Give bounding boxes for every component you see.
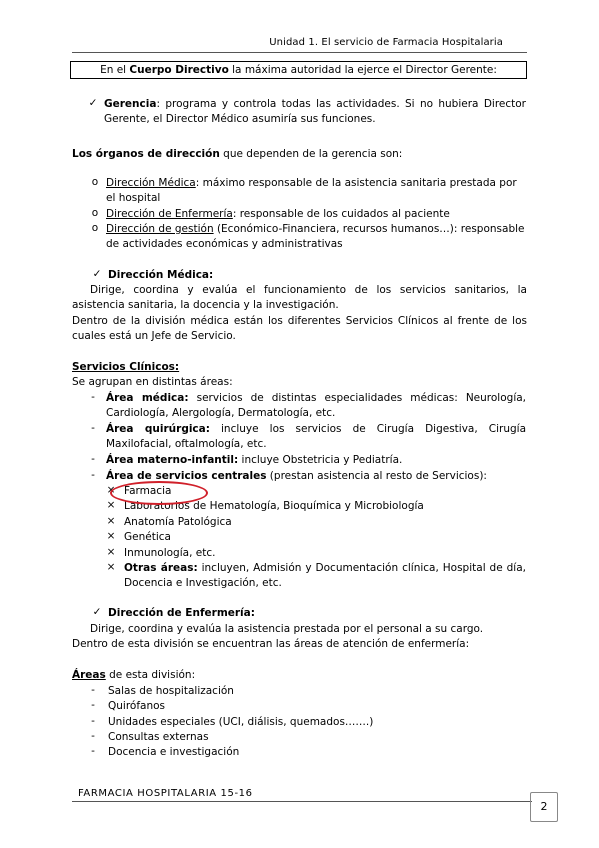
servicios-title: Servicios Clínicos: xyxy=(72,361,180,373)
central-text: incluyen, Admisión y Documentación clínica, Hospital de día, Docencia e Investigación, etc. xyxy=(124,562,526,590)
gerencia-title: Gerencia xyxy=(104,98,157,110)
organo-text: (Económico-Financiera, recursos humanos…): responsable de actividades económicas y administrativas xyxy=(106,223,525,251)
dash-icon: - xyxy=(91,745,95,757)
organos-title: Los órganos de dirección xyxy=(72,148,220,160)
central-text: Inmunología, etc. xyxy=(124,547,216,559)
organo-title: Dirección Médica xyxy=(106,177,196,189)
cross-icon: × xyxy=(106,530,116,542)
areas-title: Áreas xyxy=(72,669,106,681)
central-text: Genética xyxy=(124,531,171,543)
cross-icon: × xyxy=(106,484,116,496)
central-text: Anatomía Patológica xyxy=(124,516,232,528)
dash-icon: - xyxy=(91,422,95,434)
area-text: incluye Obstetricia y Pediatría. xyxy=(238,454,403,466)
box-pre: En el xyxy=(100,64,130,76)
footer-rule xyxy=(72,801,532,802)
dir-medica-title: Dirección Médica: xyxy=(108,269,214,281)
organos-intro xyxy=(72,147,527,162)
area-title: Área de servicios centrales xyxy=(106,470,267,482)
areas-text: de esta división: xyxy=(105,669,196,681)
area-text: servicios de distintas especialidades médicas: Neurología, Cardiología, Alergología, Dermatología, etc. xyxy=(106,392,527,420)
areas-item-text: Quirófanos xyxy=(108,700,166,712)
gerencia-text: : programa y controla todas las actividades. Si no hubiera Director Gerente, el Director Médico asumiría sus funciones. xyxy=(104,98,526,126)
cuerpo-directivo-box xyxy=(70,61,527,79)
dash-icon: - xyxy=(91,699,95,711)
organo-text: : máximo responsable de la asistencia sanitaria prestada por el hospital xyxy=(106,177,517,205)
dir-medica-p1: Dirige, coordina y evalúa el funcionamiento de los servicios sanitarios, la asistencia sanitaria, la docencia y la investigación. xyxy=(72,284,527,312)
box-post: la máxima autoridad la ejerce el Director Gerente: xyxy=(228,64,497,76)
organo-title: Dirección de Enfermería xyxy=(106,208,233,220)
checkmark-icon: ✓ xyxy=(88,97,98,109)
checkmark-icon: ✓ xyxy=(92,268,102,280)
dir-enfermeria-title: Dirección de Enfermería: xyxy=(108,607,255,619)
dash-icon: - xyxy=(91,715,95,727)
dash-icon: - xyxy=(91,391,95,403)
areas-item-text: Unidades especiales (UCI, diálisis, quemados…….) xyxy=(108,716,374,728)
servicios-intro: Se agrupan en distintas áreas: xyxy=(72,376,233,388)
area-title: Área médica: xyxy=(106,392,189,404)
area-title: Área materno-infantil: xyxy=(106,454,239,466)
central-title: Otras áreas: xyxy=(124,562,198,574)
bullet-icon: o xyxy=(91,207,99,219)
areas-intro xyxy=(72,668,527,683)
cross-icon: × xyxy=(106,561,116,573)
bullet-icon: o xyxy=(91,176,99,188)
dir-enfermeria-p2: Dentro de esta división se encuentran las áreas de atención de enfermería: xyxy=(72,638,470,650)
central-text: Farmacia xyxy=(124,485,172,497)
dash-icon: - xyxy=(91,730,95,742)
organo-text: : responsable de los cuidados al paciente xyxy=(232,208,450,220)
dir-enfermeria-p1: Dirige, coordina y evalúa la asistencia prestada por el personal a su cargo. xyxy=(90,623,484,635)
cross-icon: × xyxy=(106,546,116,558)
areas-item-text: Docencia e investigación xyxy=(108,746,240,758)
header-rule xyxy=(72,52,527,53)
cross-icon: × xyxy=(106,515,116,527)
dir-medica-p2: Dentro de la división médica están los diferentes Servicios Clínicos al frente de los cuales está un Jefe de Servicio. xyxy=(72,315,527,343)
dash-icon: - xyxy=(91,453,95,465)
areas-item-text: Salas de hospitalización xyxy=(108,685,234,697)
areas-item-text: Consultas externas xyxy=(108,731,209,743)
organo-title: Dirección de gestión xyxy=(106,223,214,235)
running-footer: FARMACIA HOSPITALARIA 15-16 xyxy=(78,788,253,799)
area-text: (prestan asistencia al resto de Servicios): xyxy=(266,470,487,482)
area-text: incluye los servicios de Cirugía Digestiva, Cirugía Maxilofacial, oftalmología, etc. xyxy=(106,423,526,451)
hand-drawn-circle-annotation xyxy=(110,481,208,505)
cross-icon: × xyxy=(106,499,116,511)
area-title: Área quirúrgica: xyxy=(106,423,210,435)
checkmark-icon: ✓ xyxy=(92,606,102,618)
box-bold: Cuerpo Directivo xyxy=(129,64,229,76)
central-text: Laboratorios de Hematología, Bioquímica y Microbiología xyxy=(124,500,424,512)
dash-icon: - xyxy=(91,469,95,481)
running-header: Unidad 1. El servicio de Farmacia Hospitalaria xyxy=(269,37,503,48)
bullet-icon: o xyxy=(91,222,99,234)
dash-icon: - xyxy=(91,684,95,696)
organos-text: que dependen de la gerencia son: xyxy=(219,148,403,160)
page-number: 2 xyxy=(530,792,558,822)
